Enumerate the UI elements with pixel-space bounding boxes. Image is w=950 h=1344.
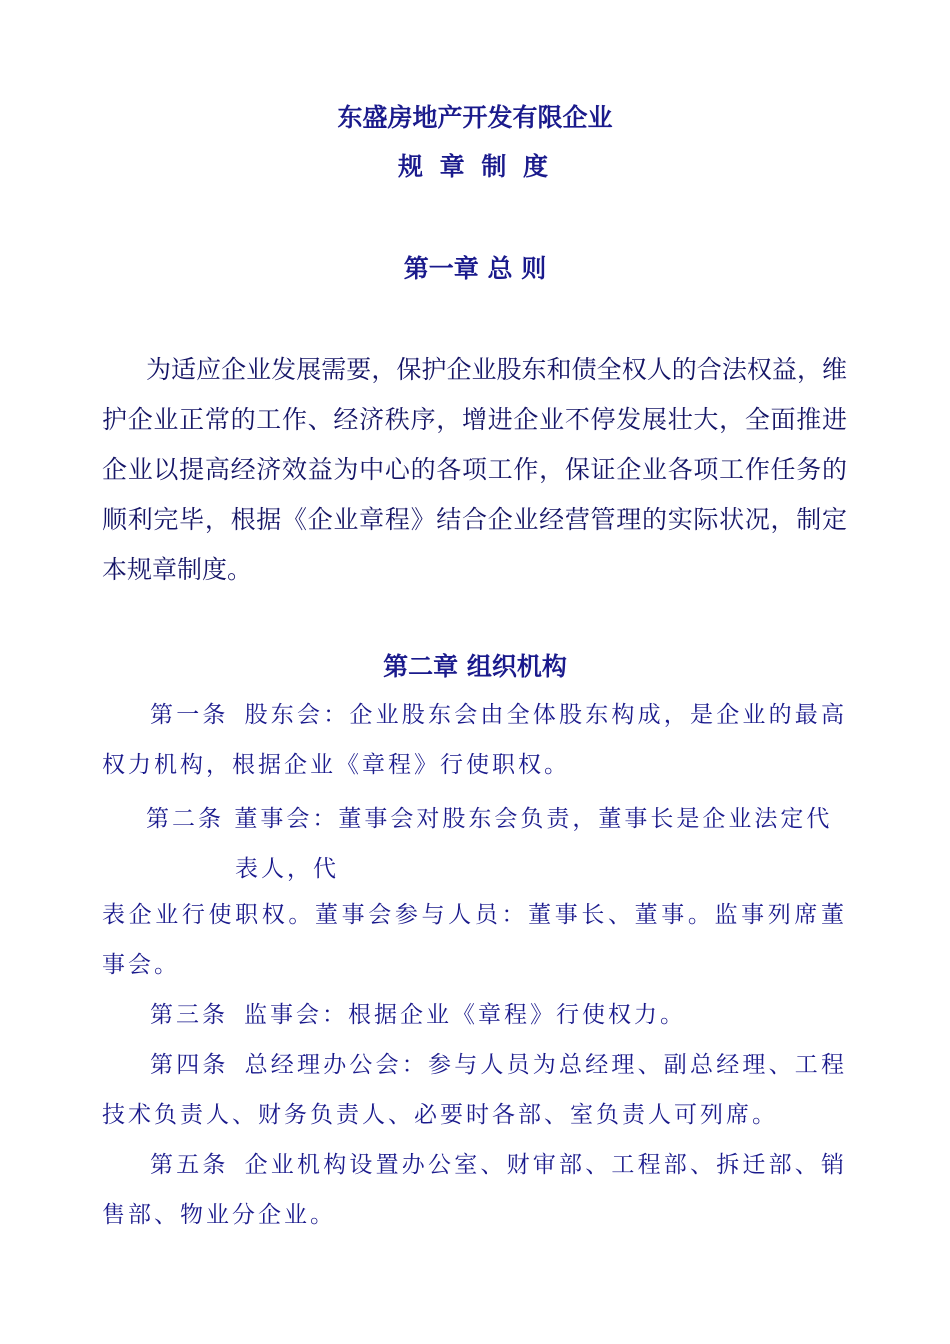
article-2-continuation-a: 表人，代: [235, 856, 339, 882]
article-4-text: 总经理办公会：参与人员为总经理、副总经理、工程技术负责人、财务负责人、必要时各部、室负责人可列席。: [102, 1052, 848, 1128]
article-5-number: 第五条: [150, 1152, 229, 1178]
article-4-number: 第四条: [150, 1052, 229, 1078]
company-title: 东盛房地产开发有限企业: [337, 103, 613, 132]
intro-paragraph: 为适应企业发展需要，保护企业股东和债全权人的合法权益，维护企业正常的工作、经济秩序，增进企业不停发展壮大，全面推进企业以提高经济效益为中心的各项工作，保证企业各项工作任务的顺利完毕，根据《企业章程》结合企业经营管理的实际状况，制定本规章制度。: [102, 355, 847, 584]
article-2-number: 第二条: [146, 806, 224, 832]
article-2-continuation-b: 表企业行使职权。董事会参与人员：董事长、董事。监事列席董事会。: [102, 902, 847, 978]
article-2: [146, 800, 832, 833]
article-5: [102, 1140, 847, 1240]
article-1-number: 第一条: [150, 702, 229, 728]
article-3-number: 第三条: [150, 1002, 228, 1028]
article-5-text: 企业机构设置办公室、财审部、工程部、拆迁部、销售部、物业分企业。: [102, 1152, 848, 1228]
article-1-text: 股东会：企业股东会由全体股东构成，是企业的最高权力机构，根据企业《章程》行使职权。: [102, 702, 848, 778]
article-3-text: 监事会：根据企业《章程》行使权力。: [244, 1002, 686, 1028]
article-4: [102, 1040, 847, 1140]
document-title: 规 章 制 度: [397, 152, 553, 181]
article-3: [102, 990, 847, 1040]
chapter-2-title: 第二章 组织机构: [383, 652, 567, 681]
chapter-1-title: 第一章 总 则: [403, 254, 547, 283]
article-2-text: 董事会：董事会对股东会负责，董事长是企业法定代: [234, 806, 833, 832]
article-1: [102, 690, 847, 790]
